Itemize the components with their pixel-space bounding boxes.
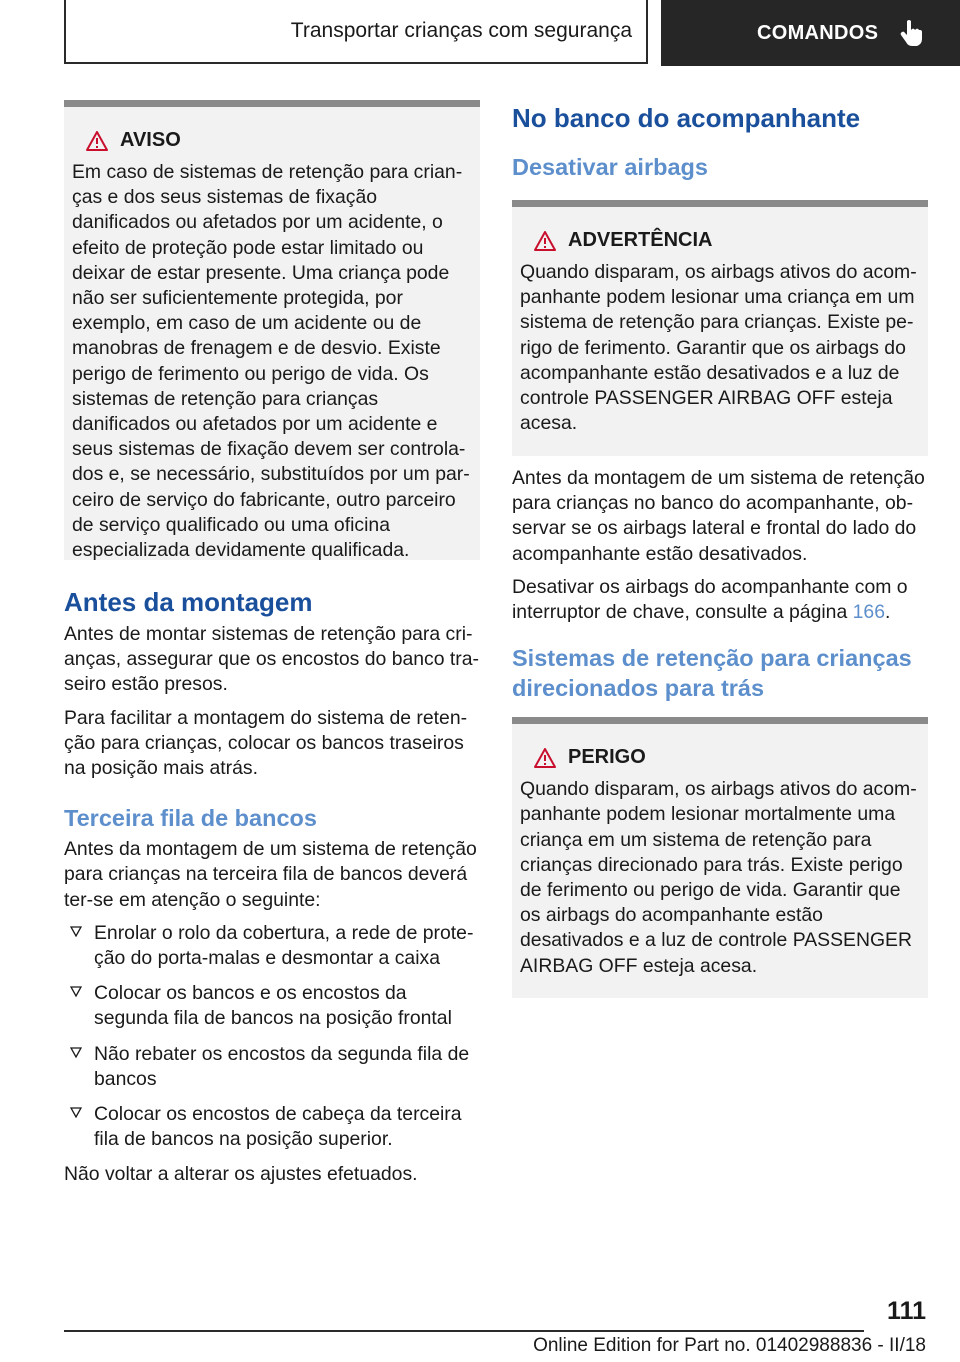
page-reference-link[interactable]: 166 bbox=[852, 601, 885, 624]
list-item bbox=[64, 981, 480, 1031]
triangle-bullet-icon bbox=[70, 1046, 82, 1058]
warning-triangle-icon bbox=[534, 231, 556, 251]
list-item-text: Colocar os bancos e os encostos da segunda fila de bancos na posição frontal bbox=[94, 982, 452, 1030]
warning-box-advertencia bbox=[512, 200, 928, 456]
chapter-tab bbox=[661, 0, 960, 66]
key-switch-paragraph bbox=[512, 575, 928, 625]
triangle-bullet-icon bbox=[70, 925, 82, 937]
passenger-seat-heading: No banco do acompanhante bbox=[512, 103, 861, 133]
danger-title-row bbox=[534, 746, 920, 769]
warning-triangle-icon bbox=[86, 131, 108, 151]
warning-triangle-icon bbox=[534, 748, 556, 768]
third-row-paragraph: Antes da montagem de um sistema de retenção para crianças na terceira fila de bancos deverá ter-se em atenção o seguinte: bbox=[64, 838, 477, 911]
key-switch-suffix: . bbox=[885, 601, 891, 624]
warning-box-aviso bbox=[64, 100, 480, 560]
page-header bbox=[0, 0, 960, 66]
triangle-bullet-icon bbox=[70, 1106, 82, 1118]
third-row-heading: Terceira fila de bancos bbox=[64, 805, 317, 832]
section-title bbox=[64, 0, 648, 64]
footer-divider bbox=[64, 1330, 864, 1332]
left-column bbox=[64, 100, 480, 1196]
steps-list bbox=[64, 921, 480, 1153]
pointing-hand-icon bbox=[900, 19, 924, 47]
edition-note: Online Edition for Part no. 01402988836 - II/18 bbox=[533, 1335, 926, 1356]
danger-body: Quando disparam, os airbags ativos do acompanhante podem lesionar mortalmente uma criança em um sistema de retenção para crianças direcionado para trás. Existe perigo de ferimento ou perigo de vida. Garantir que os airbags do acompanhante estão desativados e a luz de controle PASSENGER AIRBAG OFF esteja acesa. bbox=[520, 778, 917, 977]
list-item-text: Não rebater os encostos da segunda fila de bancos bbox=[94, 1042, 470, 1090]
triangle-bullet-icon bbox=[70, 985, 82, 997]
warning-title: ADVERTÊNCIA bbox=[568, 229, 713, 251]
warning-body: Quando disparam, os airbags ativos do acompanhante podem lesionar uma criança em um sistema de retenção para crianças. Existe perigo de ferimento. Garantir que os airbags do acompanhante estão desativados e a luz de controle PASSENGER AIRBAG OFF esteja acesa. bbox=[520, 261, 917, 435]
closing-paragraph: Não voltar a alterar os ajustes efetuados. bbox=[64, 1163, 418, 1186]
key-switch-text: Desativar os airbags do acompanhante com o interruptor de chave, consulte a página bbox=[512, 575, 908, 624]
list-item bbox=[64, 1102, 480, 1152]
page-number: 111 bbox=[887, 1297, 926, 1325]
rear-facing-heading: Sistemas de retenção para crianças direcionados para trás bbox=[512, 645, 912, 702]
warning-title-row bbox=[534, 229, 920, 252]
before-mounting-paragraph-2: Para facilitar a montagem do sistema de retenção para crianças, colocar os bancos traseiros na posição mais atrás. bbox=[64, 706, 468, 780]
deactivate-airbags-heading: Desativar airbags bbox=[512, 154, 708, 180]
airbag-check-paragraph: Antes da montagem de um sistema de retenção para crianças no banco do acompanhante, observar se os airbags lateral e frontal do lado do acompanhante estão desativados. bbox=[512, 467, 925, 565]
list-item bbox=[64, 921, 480, 971]
warning-title: AVISO bbox=[120, 129, 181, 151]
danger-box-perigo bbox=[512, 717, 928, 998]
danger-title: PERIGO bbox=[568, 746, 646, 769]
chapter-title: COMANDOS bbox=[757, 21, 879, 44]
before-mounting-heading: Antes da montagem bbox=[64, 587, 313, 617]
warning-title-row bbox=[86, 129, 472, 152]
right-column bbox=[512, 100, 928, 998]
before-mounting-paragraph-1: Antes de montar sistemas de retenção para crianças, assegurar que os encostos do banco traseiro estão presos. bbox=[64, 623, 480, 696]
warning-body: Em caso de sistemas de retenção para crianças e dos seus sistemas de fixação danificados ou afetados por um acidente, o efeito de proteção pode estar limitado ou deixar de estar presente. Uma criança pode não ser suficientemente protegida, por exemplo, em caso de um acidente ou de manobras de frenagem e de desvio. Existe perigo de ferimento ou perigo de vida. Os sistemas de retenção para crianças danificados ou afetados por um acidente e seus sistemas de fixação devem ser controlados e, se necessário, substituídos por um parceiro de serviço do fabricante, outro parceiro de serviço qualificado ou uma oficina especializada devidamente qualificada. bbox=[72, 161, 470, 562]
list-item-text: Enrolar o rolo da cobertura, a rede de proteção do porta-malas e desmontar a caixa bbox=[94, 921, 474, 970]
list-item bbox=[64, 1042, 480, 1092]
list-item-text: Colocar os encostos de cabeça da terceira fila de bancos na posição superior. bbox=[94, 1103, 462, 1151]
section-title-text: Transportar crianças com segurança bbox=[290, 19, 632, 42]
